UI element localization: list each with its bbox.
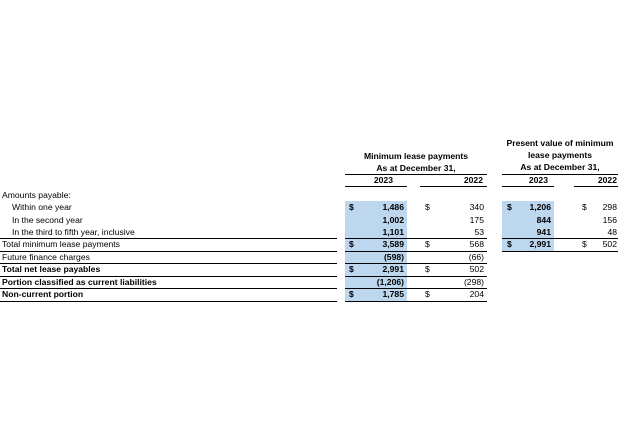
min-2023-value: (1,206) bbox=[376, 277, 404, 287]
min-2023-currency: $ bbox=[349, 202, 354, 212]
pv-year-2022: 2022 bbox=[597, 175, 617, 185]
min-2022-value: 53 bbox=[474, 227, 484, 237]
table-row bbox=[0, 214, 640, 227]
table-row bbox=[0, 251, 640, 264]
table-row bbox=[0, 288, 640, 301]
pv-2022-value: 502 bbox=[602, 239, 617, 249]
min-year-2023: 2023 bbox=[373, 175, 393, 185]
min-rule-bottom bbox=[345, 301, 487, 302]
min-year-2022: 2022 bbox=[463, 175, 483, 185]
pv-title-line3: As at December 31, bbox=[520, 162, 600, 172]
min-lease-subtitle: As at December 31, bbox=[376, 163, 456, 173]
row-label: Amounts payable: bbox=[2, 190, 71, 200]
pv-2022-value: 48 bbox=[607, 227, 617, 237]
pv-2023-value: 1,206 bbox=[529, 202, 551, 212]
pv-2023-currency: $ bbox=[507, 202, 512, 212]
min-2022-value: (298) bbox=[463, 277, 484, 287]
row-label: Non-current portion bbox=[2, 289, 84, 299]
min-2022-currency: $ bbox=[425, 202, 430, 212]
min-2023-value: 2,991 bbox=[382, 264, 404, 274]
pv-year-rule-2023 bbox=[502, 186, 554, 187]
row-label: Future finance charges bbox=[2, 252, 90, 262]
pv-title-line2: lease payments bbox=[527, 150, 592, 160]
min-2022-currency: $ bbox=[425, 239, 430, 249]
min-2023-value: 1,486 bbox=[382, 202, 404, 212]
min-year-rule-2023 bbox=[345, 186, 407, 187]
table-row bbox=[0, 263, 640, 276]
pv-2023-currency: $ bbox=[507, 239, 512, 249]
min-2022-currency: $ bbox=[425, 264, 430, 274]
row-label: Total net lease payables bbox=[2, 264, 101, 274]
row-label: Portion classified as current liabilities bbox=[2, 277, 157, 287]
min-2023-value: 3,589 bbox=[382, 239, 404, 249]
min-2022-value: 175 bbox=[469, 215, 484, 225]
row-label: Total minimum lease payments bbox=[2, 239, 120, 249]
min-2022-value: 340 bbox=[469, 202, 484, 212]
table-row bbox=[0, 238, 640, 251]
row-label: In the third to fifth year, inclusive bbox=[12, 227, 135, 237]
min-year-rule-2022 bbox=[420, 186, 487, 187]
pv-2022-currency: $ bbox=[582, 239, 587, 249]
pv-2022-currency: $ bbox=[582, 202, 587, 212]
min-2023-currency: $ bbox=[349, 239, 354, 249]
table-row bbox=[0, 189, 640, 202]
min-2023-currency: $ bbox=[349, 289, 354, 299]
pv-2022-value: 156 bbox=[602, 215, 617, 225]
min-lease-title: Minimum lease payments bbox=[363, 151, 469, 161]
pv-2023-value: 941 bbox=[536, 227, 551, 237]
pv-year-rule-2022 bbox=[574, 186, 618, 187]
pv-title-line1: Present value of minimum bbox=[506, 138, 614, 148]
row-label: In the second year bbox=[12, 215, 83, 225]
min-2023-value: 1,101 bbox=[382, 227, 404, 237]
min-2022-value: 502 bbox=[469, 264, 484, 274]
table-row bbox=[0, 226, 640, 239]
min-2022-value: 204 bbox=[469, 289, 484, 299]
table-row bbox=[0, 276, 640, 289]
min-2023-value: 1,002 bbox=[382, 215, 404, 225]
row-label: Within one year bbox=[12, 202, 72, 212]
pv-2023-value: 2,991 bbox=[529, 239, 551, 249]
label-rule-bottom bbox=[0, 301, 337, 302]
min-2023-value: 1,785 bbox=[382, 289, 404, 299]
table-row bbox=[0, 201, 640, 214]
min-2022-currency: $ bbox=[425, 289, 430, 299]
min-2022-value: (66) bbox=[468, 252, 484, 262]
pv-lease-header bbox=[500, 137, 620, 173]
min-2023-currency: $ bbox=[349, 264, 354, 274]
pv-2023-value: 844 bbox=[536, 215, 551, 225]
min-lease-header bbox=[345, 150, 487, 174]
min-2023-value: (598) bbox=[383, 252, 404, 262]
pv-2022-value: 298 bbox=[602, 202, 617, 212]
pv-year-2023: 2023 bbox=[528, 175, 548, 185]
min-2022-value: 568 bbox=[469, 239, 484, 249]
